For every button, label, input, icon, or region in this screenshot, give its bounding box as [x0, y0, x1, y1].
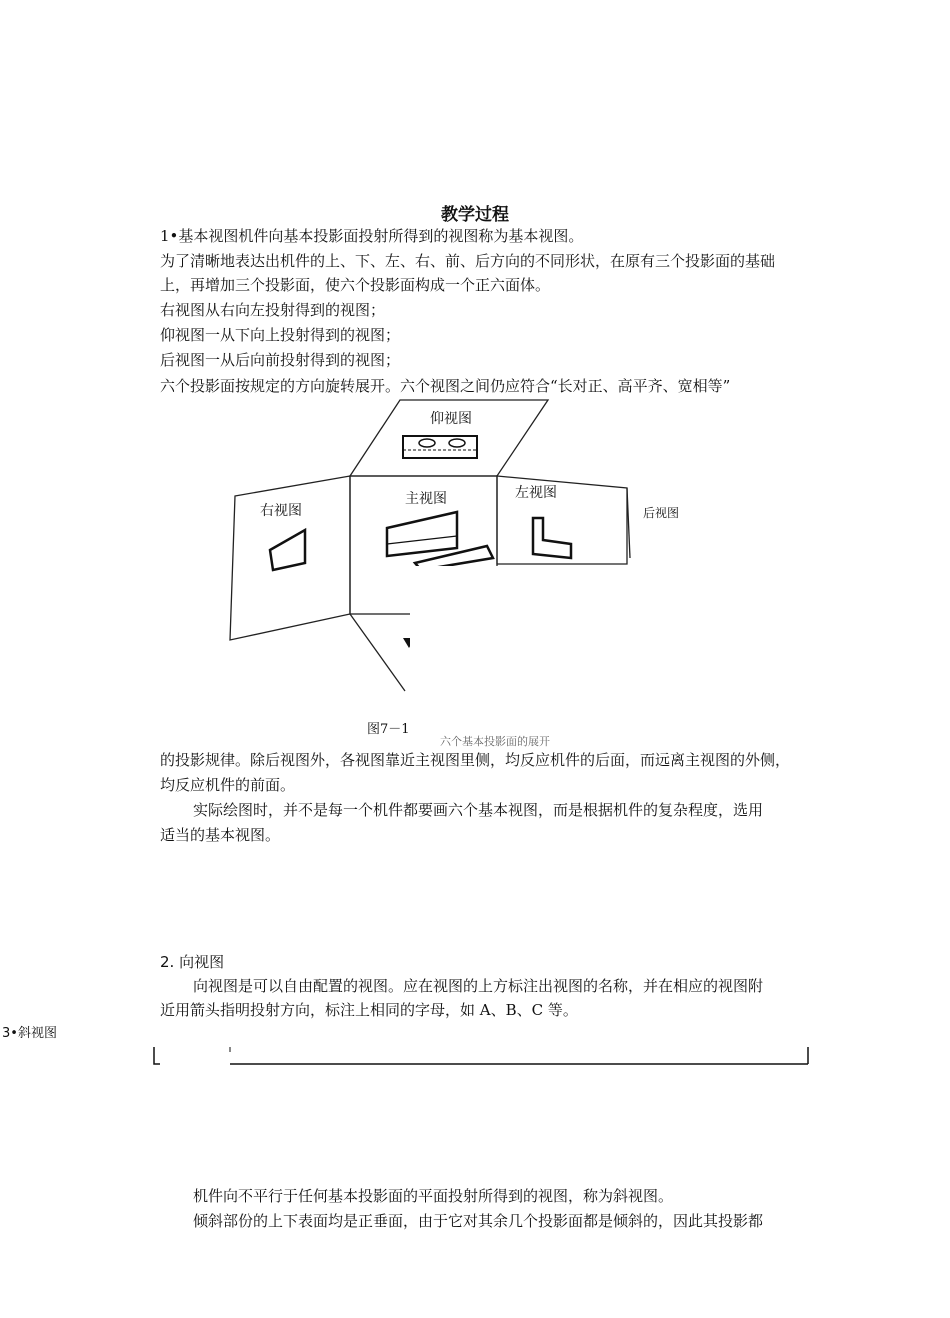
paragraph-line: 为了清晰地表达出机件的上、下、左、右、前、后方向的不同形状，在原有三个投影面的基础 [160, 252, 776, 270]
rear-view-label: 后视图 [643, 506, 680, 520]
paragraph-line: 向视图是可以自由配置的视图。应在视图的上方标注出视图的名称，并在相应的视图附 [193, 977, 764, 995]
bottom-view-label: 仰视图 [430, 411, 472, 427]
right-view-label: 右视图 [260, 503, 302, 519]
figure-caption: 图7－1 [367, 722, 410, 737]
paragraph-line: 机件向不平行于任何基本投影面的平面投射所得到的视图，称为斜视图。 [193, 1187, 674, 1205]
page-title: 教学过程 [441, 205, 509, 225]
paragraph-line: 上，再增加三个投影面，使六个投影面构成一个正六面体。 [160, 276, 551, 294]
paragraph-line: 后视图一从后向前投射得到的视图； [160, 351, 401, 369]
paragraph-line: 均反应机件的前面。 [160, 776, 296, 794]
figure-caption-partial: 六个基本投影面的展开 [440, 735, 550, 748]
paragraph-line: 六个投影面按规定的方向旋转展开。六个视图之间仍应符合“长对正、高平齐、宽相等” [160, 377, 731, 395]
paragraph-line: 近用箭头指明投射方向，标注上相同的字母，如 A、B、C 等。 [160, 1001, 578, 1019]
paragraph-line: 适当的基本视图。 [160, 826, 281, 844]
paragraph-line: 实际绘图时，并不是每一个机件都要画六个基本视图，而是根据机件的复杂程度，选用 [193, 801, 764, 819]
paragraph-line: 右视图从右向左投射得到的视图； [160, 301, 386, 319]
image-gap [410, 566, 645, 716]
bracket-rule [150, 1044, 812, 1068]
front-view-label: 主视图 [405, 491, 447, 507]
paragraph-line: 的投影规律。除后视图外，各视图靠近主视图里侧，均反应机件的后面，而远离主视图的外侧， [160, 751, 791, 769]
section-heading: 2. 向视图 [160, 953, 225, 971]
paragraph-line: 1•基本视图机件向基本投影面投射所得到的视图称为基本视图。 [160, 227, 584, 245]
left-view-label: 左视图 [515, 485, 557, 501]
paragraph-line: 仰视图一从下向上投射得到的视图； [160, 326, 401, 344]
projection-planes-figure [225, 398, 680, 748]
section-heading: 3•斜视图 [2, 1026, 57, 1041]
paragraph-line: 倾斜部份的上下表面均是正垂面，由于它对其余几个投影面都是倾斜的，因此其投影都 [193, 1212, 764, 1230]
